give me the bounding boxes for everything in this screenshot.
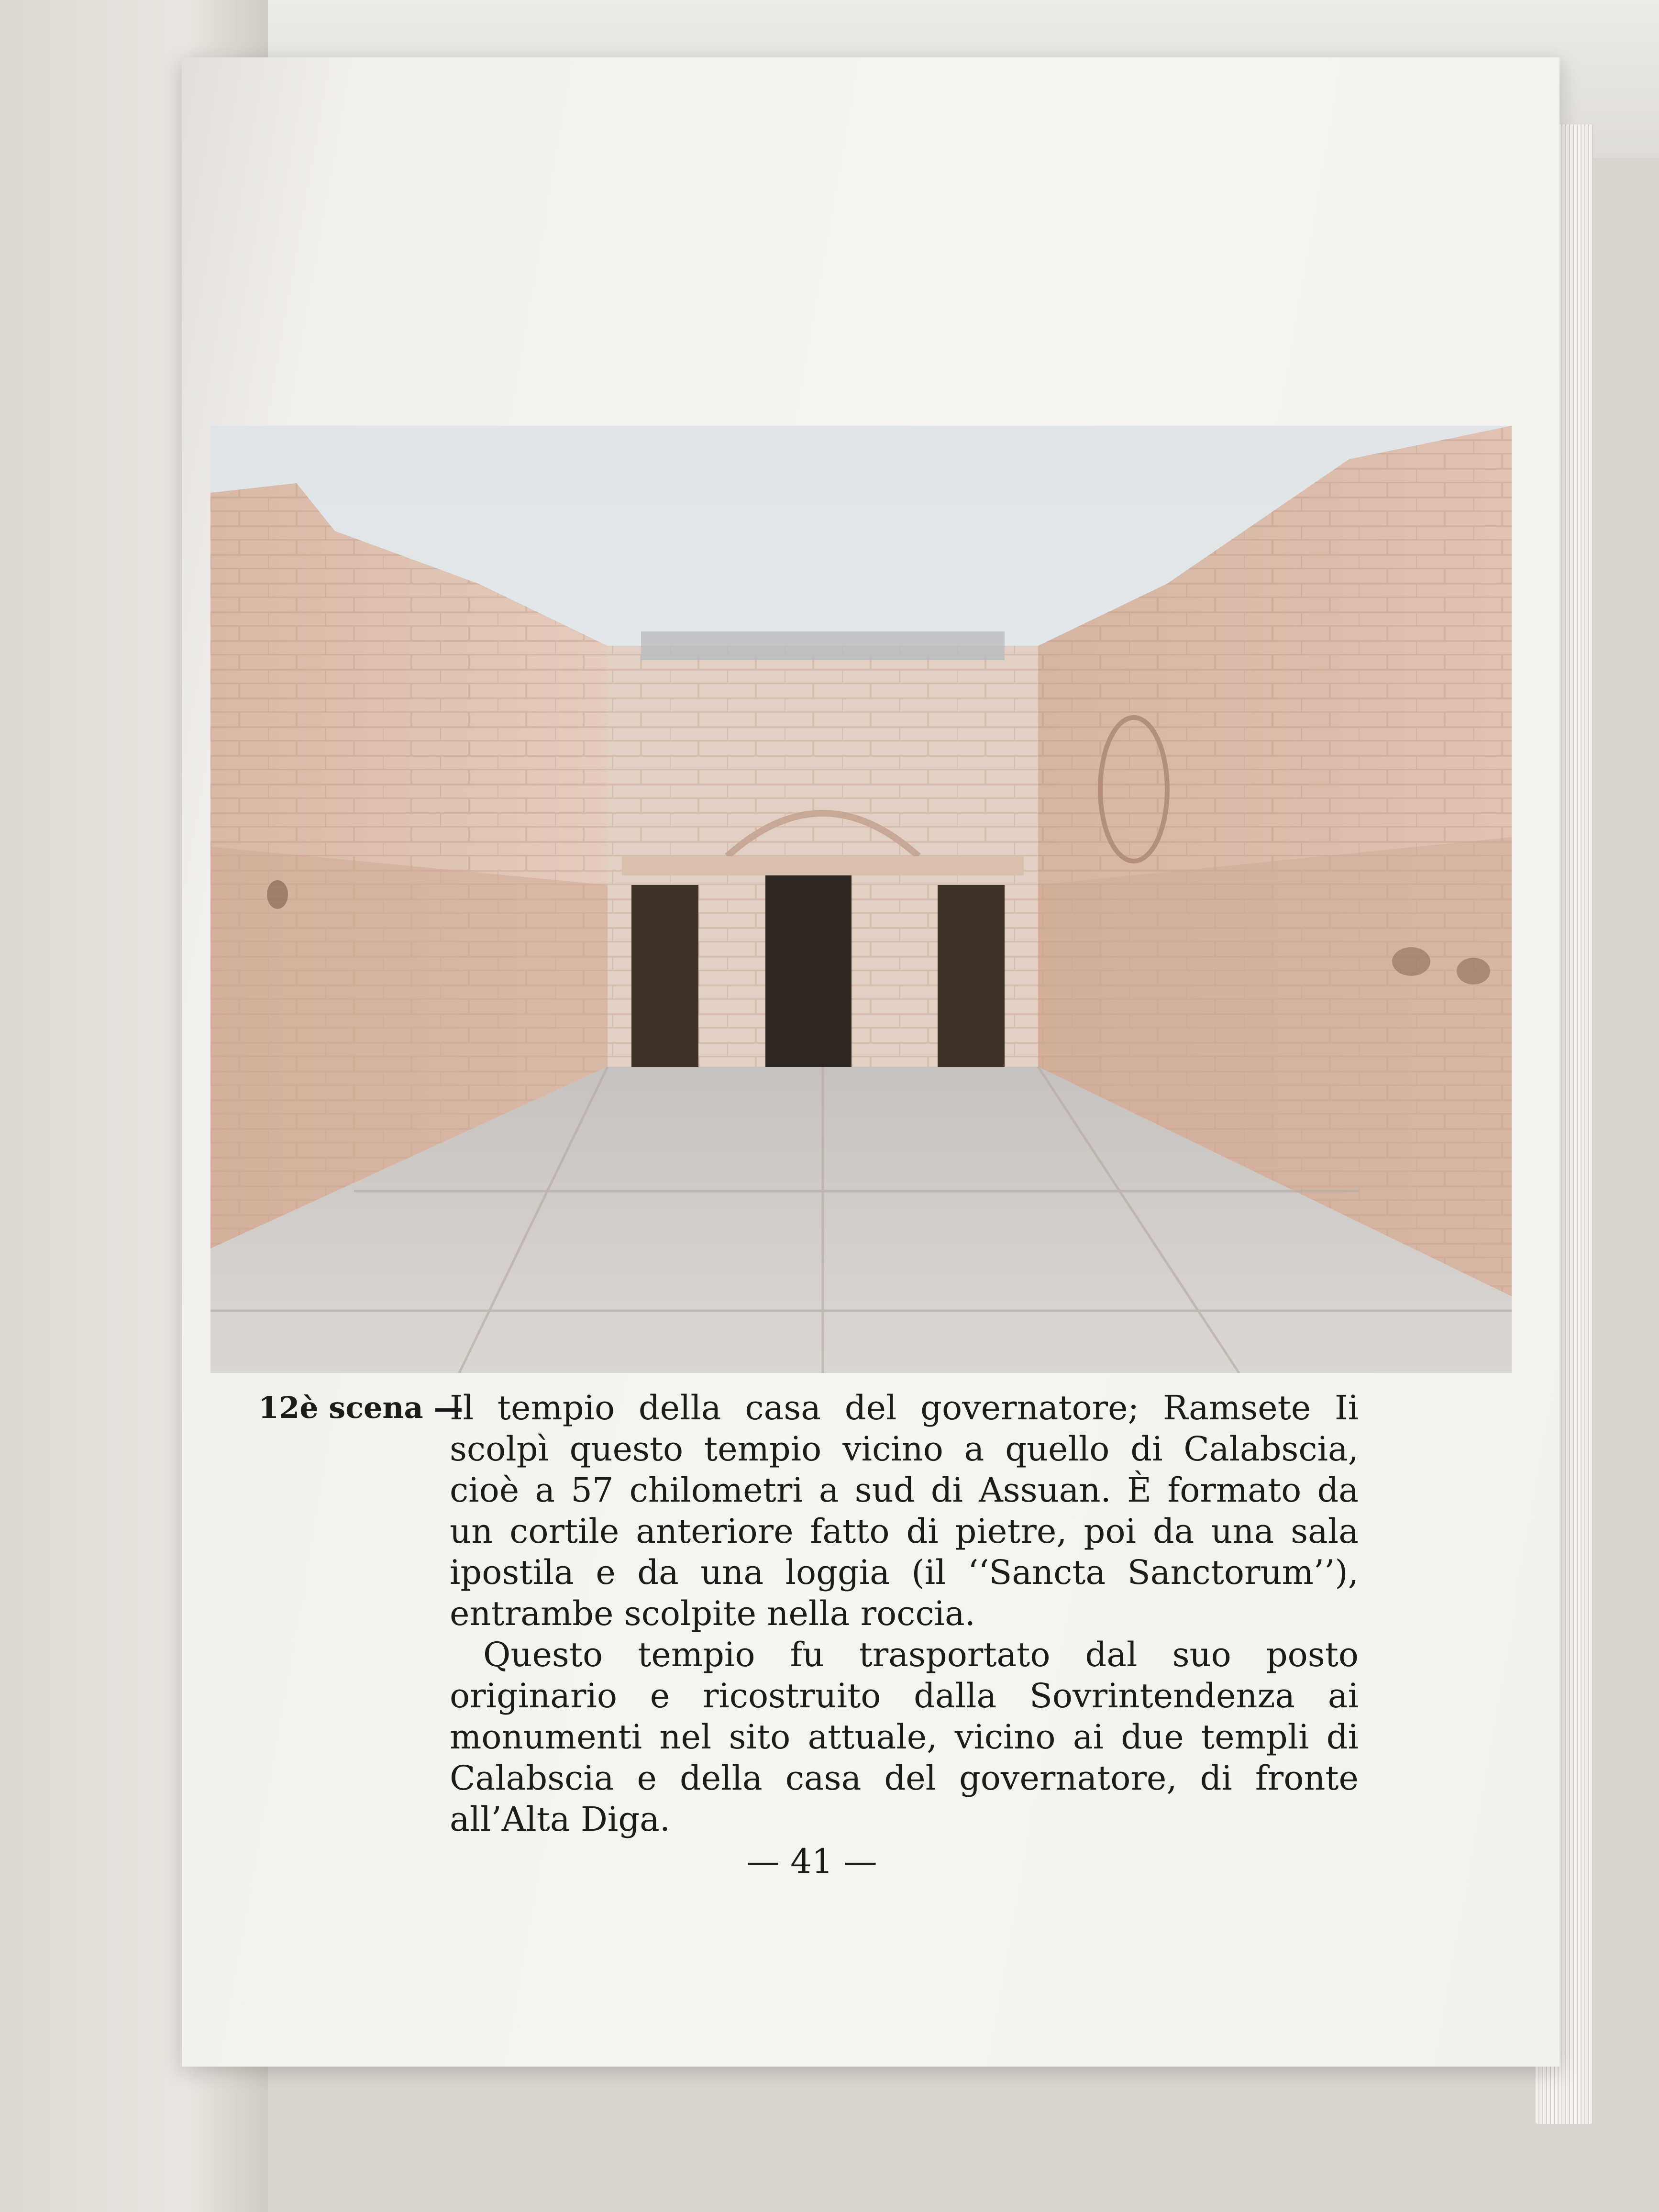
temple-photo xyxy=(210,426,1512,1373)
caption-paragraph-1: Il tempio della casa del governatore; Ramsete Ii scolpì questo tempio vicino a quello di Calabscia, cioè a 57 chilometri a sud di Assuan. È formato da un cortile anteriore fatto di pietre, poi da una sala ipostila e da una loggia (il ‘‘Sancta Sanctorum’’), entrambe scolpite nella roccia. xyxy=(450,1388,1359,1633)
caption-paragraph-2: Questo tempio fu trasportato dal suo posto originario e ricostruito dalla Sovrintendenza ai monumenti nel sito attuale, vicino ai due templi di Calabscia e della casa del governatore, di fronte all’Alta Diga. xyxy=(450,1635,1359,1839)
doorway-center xyxy=(765,875,852,1067)
caption-body xyxy=(450,1387,1359,1840)
page-number: — 41 — xyxy=(746,1842,877,1881)
temple-courtyard-illustration xyxy=(210,426,1512,1373)
scene-label: 12è scena — xyxy=(258,1390,464,1425)
doorway-left xyxy=(631,885,698,1067)
doorway-right xyxy=(938,885,1005,1067)
